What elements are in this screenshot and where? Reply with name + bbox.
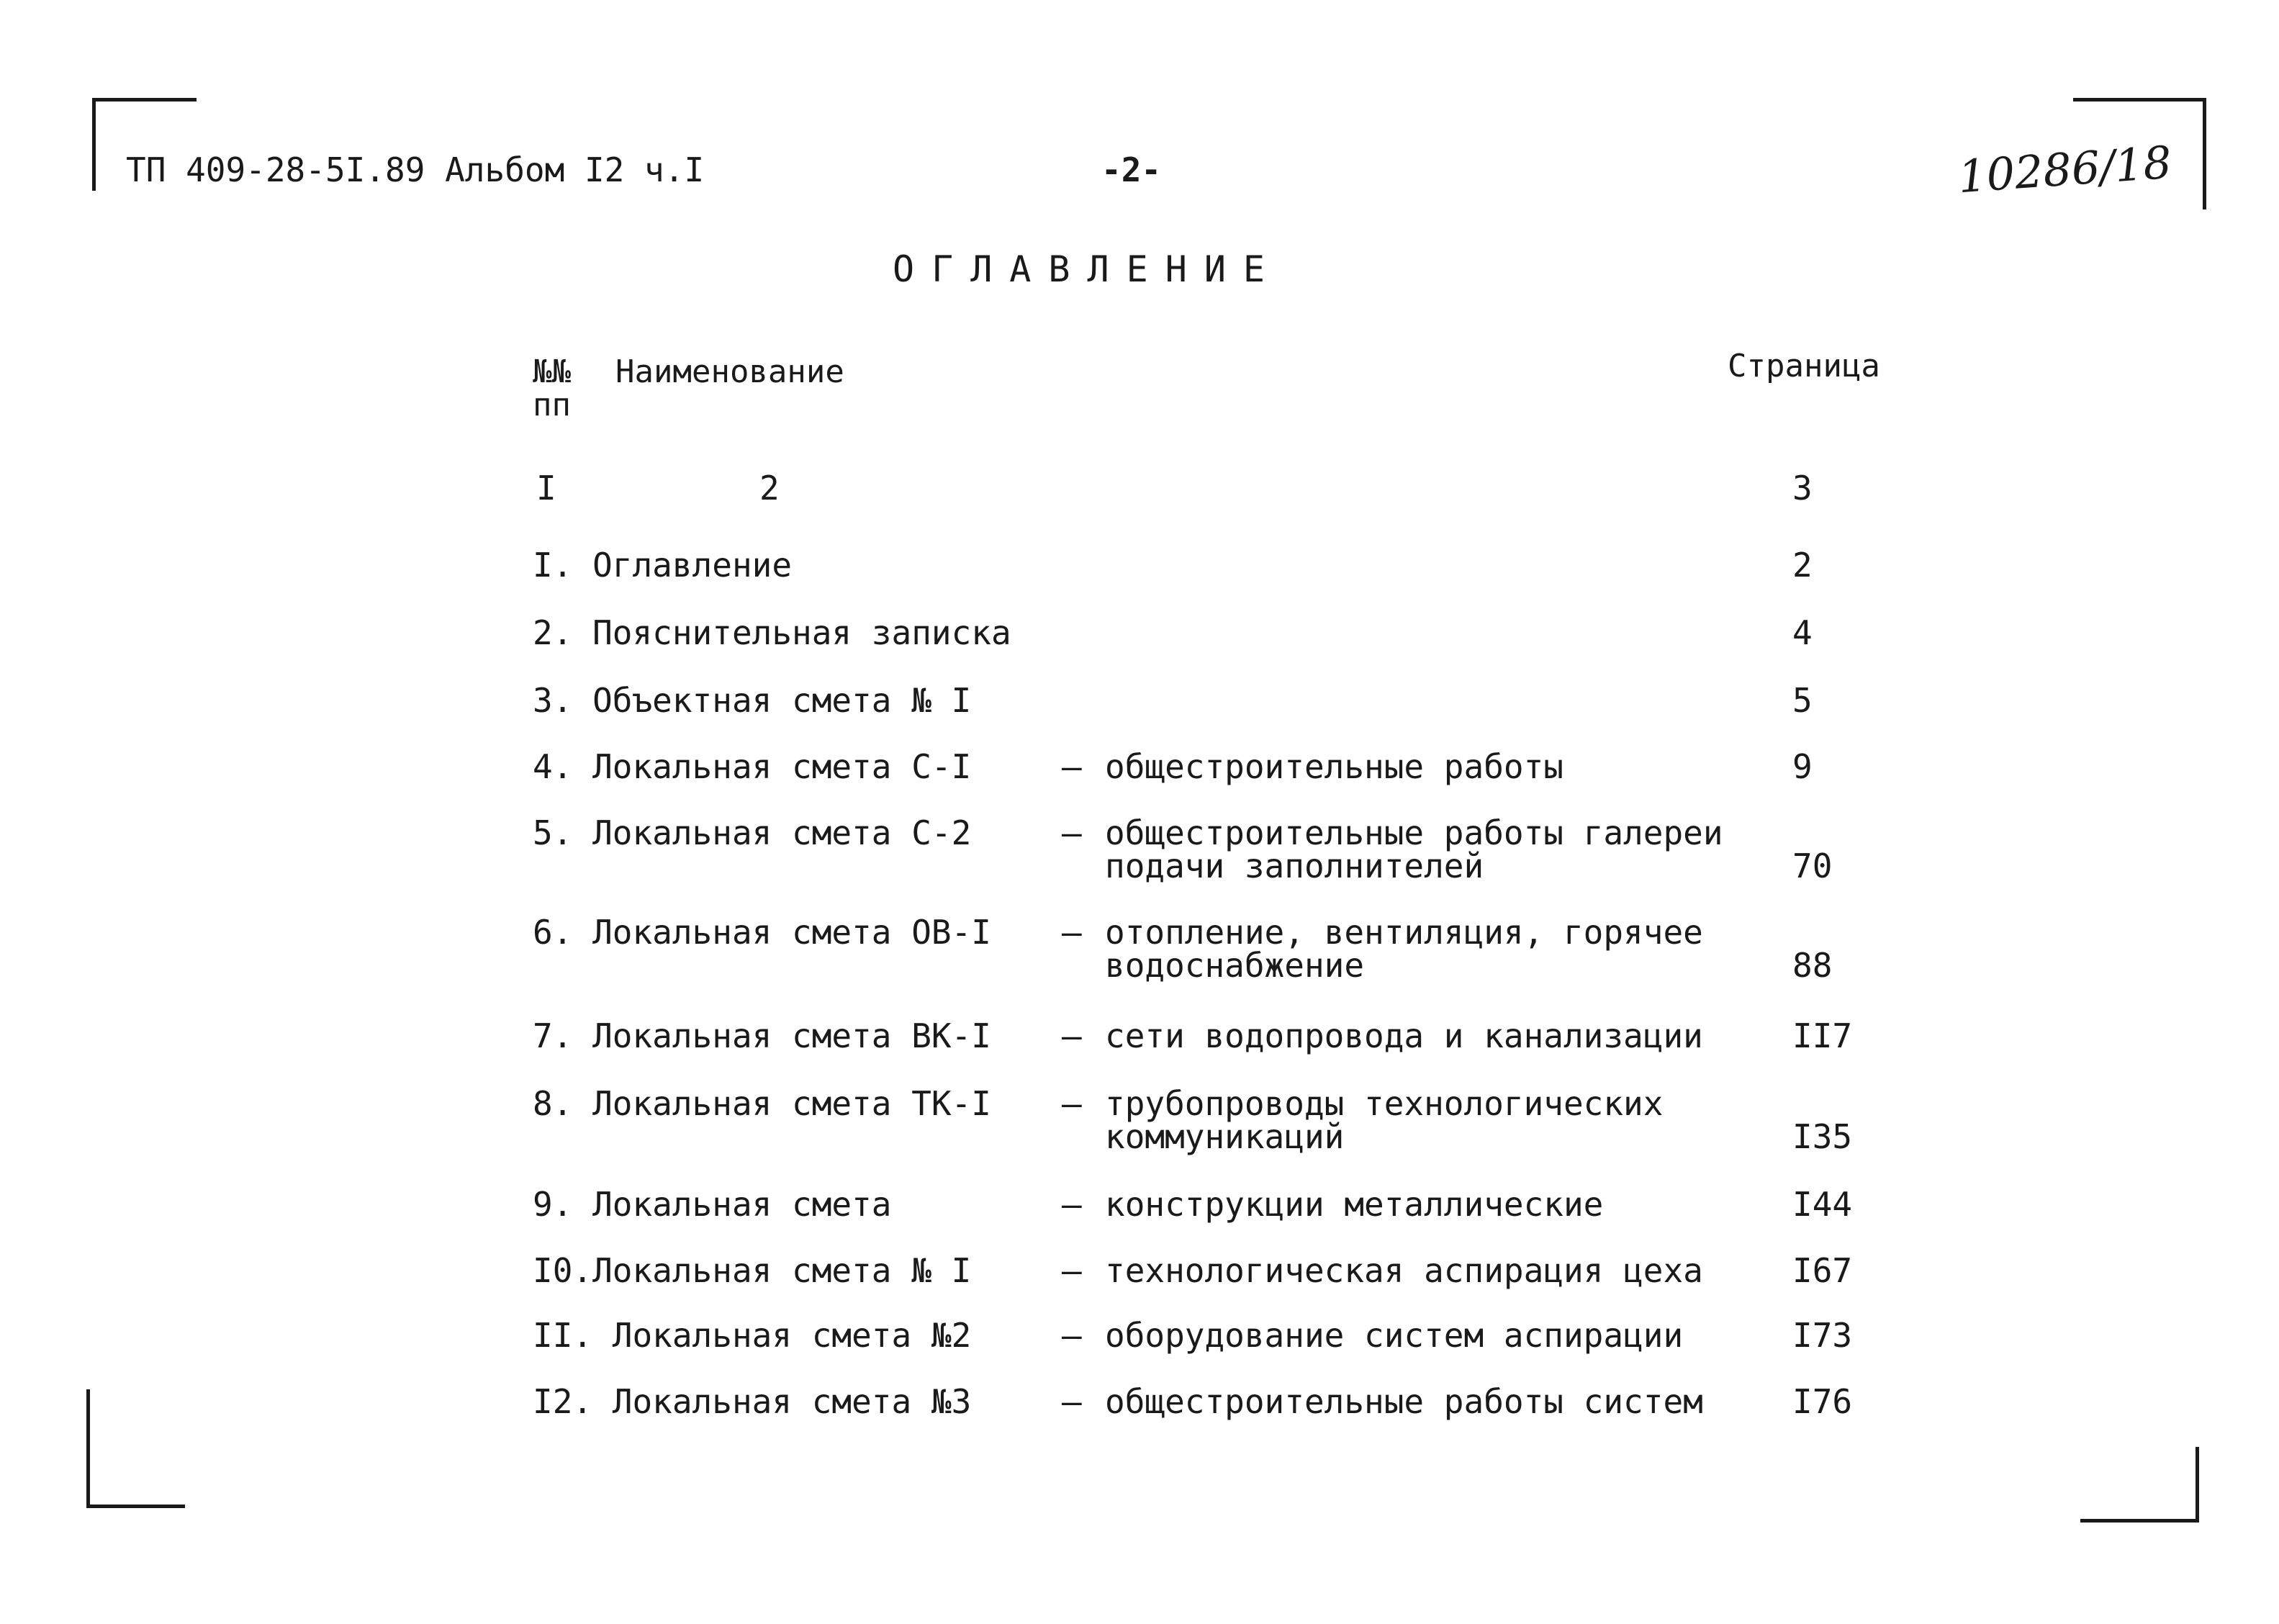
toc-row-dash: –: [1062, 1185, 1082, 1224]
page-number: -2-: [1101, 150, 1162, 189]
toc-row-description: отопление, вентиляция, горячее водоснабжение: [1105, 913, 1703, 985]
toc-row-title: 7. Локальная смета ВК-I: [533, 1016, 991, 1055]
column-header-number-line1: №№: [533, 353, 571, 390]
toc-row-page: 4: [1792, 613, 1813, 652]
toc-row-title: I0.Локальная смета № I: [533, 1251, 972, 1290]
column-header-name: Наименование: [615, 353, 844, 390]
toc-row-description: конструкции металлические: [1105, 1185, 1604, 1224]
column-index-3: 3: [1792, 469, 1813, 508]
toc-row-description: общестроительные работы галереи подачи заполнителей: [1105, 813, 1723, 885]
toc-row-dash: –: [1062, 813, 1082, 852]
toc-row-title: I2. Локальная смета №3: [533, 1382, 972, 1421]
toc-row-dash: –: [1062, 1382, 1082, 1421]
toc-row-page: 88: [1792, 946, 1833, 985]
column-index-1: I: [536, 469, 556, 508]
toc-row-dash: –: [1062, 1084, 1082, 1123]
toc-row-page: 5: [1792, 681, 1813, 720]
toc-row-title: I. Оглавление: [533, 546, 793, 585]
page-title: ОГЛАВЛЕНИЕ: [893, 248, 1283, 290]
toc-row-page: I35: [1792, 1117, 1853, 1156]
toc-row-page: I73: [1792, 1316, 1853, 1355]
toc-row-page: 70: [1792, 847, 1833, 885]
column-header-number: [533, 353, 571, 423]
column-index-2: 2: [759, 469, 780, 508]
toc-row-dash: –: [1062, 747, 1082, 786]
toc-row-page: 2: [1792, 546, 1813, 585]
column-header-page: Страница: [1728, 348, 1880, 384]
toc-row-description: общестроительные работы: [1105, 747, 1563, 786]
toc-row-page: I76: [1792, 1382, 1853, 1421]
toc-row-page: I44: [1792, 1185, 1853, 1224]
toc-row-page: I67: [1792, 1251, 1853, 1290]
toc-row-title: 9. Локальная смета: [533, 1185, 892, 1224]
toc-row-title: 3. Объектная смета № I: [533, 681, 972, 720]
toc-row-title: 2. Пояснительная записка: [533, 613, 1011, 652]
toc-row-title: 6. Локальная смета ОВ-I: [533, 913, 991, 952]
toc-row-dash: –: [1062, 1251, 1082, 1290]
toc-row-dash: –: [1062, 1016, 1082, 1055]
toc-row-dash: –: [1062, 1316, 1082, 1355]
toc-row-description: оборудование систем аспирации: [1105, 1316, 1684, 1355]
corner-mark-bottom-left: [86, 1389, 185, 1508]
toc-row-description: сети водопровода и канализации: [1105, 1016, 1703, 1055]
toc-row-title: II. Локальная смета №2: [533, 1316, 972, 1355]
corner-mark-bottom-right: [2080, 1447, 2199, 1522]
toc-row-description: технологическая аспирация цеха: [1105, 1251, 1703, 1290]
toc-row-page: 9: [1792, 747, 1813, 786]
toc-row-description: общестроительные работы систем: [1105, 1382, 1703, 1421]
toc-row-page: II7: [1792, 1016, 1853, 1055]
toc-row-title: 5. Локальная смета С-2: [533, 813, 972, 852]
archive-number: 10286/18: [1956, 135, 2174, 204]
toc-row-title: 8. Локальная смета ТК-I: [533, 1084, 991, 1123]
toc-row-title: 4. Локальная смета С-I: [533, 747, 972, 786]
toc-row-dash: –: [1062, 913, 1082, 952]
toc-row-description: трубопроводы технологических коммуникаций: [1105, 1084, 1664, 1156]
column-header-number-line2: пп: [533, 387, 571, 423]
document-code: ТП 409-28-5I.89 Альбом I2 ч.I: [126, 150, 705, 189]
